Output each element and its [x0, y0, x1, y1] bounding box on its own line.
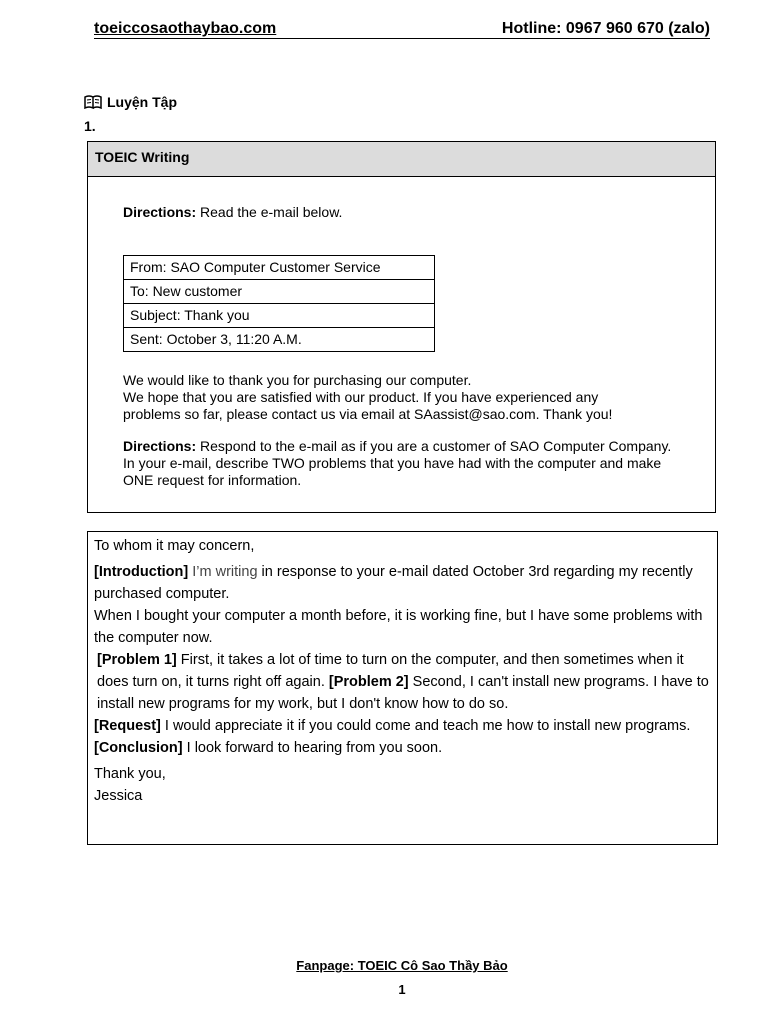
email-from: From: SAO Computer Customer Service [124, 256, 435, 280]
email-sent: Sent: October 3, 11:20 A.M. [124, 328, 435, 352]
email-header-table [123, 255, 435, 352]
directions-label: Directions: [123, 204, 197, 220]
email-subject: Subject: Thank you [124, 304, 435, 328]
task-box [87, 141, 716, 513]
directions-text: Respond to the e-mail as if you are a customer of SAO Computer Company. In your e-mail, describe TWO problems that you have had with the computer and make ONE request for information. [123, 438, 672, 488]
task-heading: TOEIC Writing [88, 142, 715, 177]
email-body-line: We hope that you are satisfied with our product. If you have experienced any [123, 389, 599, 405]
hotline-text: Hotline: 0967 960 670 (zalo) [501, 20, 710, 37]
email-body-line: We would like to thank you for purchasing our computer. [123, 372, 472, 388]
fanpage-footer[interactable]: Fanpage: TOEIC Cô Sao Thầy Bảo [296, 958, 508, 973]
exercise-number: 1. [84, 118, 96, 134]
signature: Jessica [94, 788, 143, 804]
introduction-thin-text: I’m writing [188, 564, 258, 580]
page-header [94, 18, 710, 39]
conclusion-label: [Conclusion] [94, 740, 183, 756]
email-to: To: New customer [124, 280, 435, 304]
problem1-text: First, it takes a lot of time to turn on the computer, and then sometimes when it does turn on, it turns right off again. [97, 652, 684, 690]
directions-text: Read the e-mail below. [196, 204, 343, 220]
problem2-label: [Problem 2] [328, 674, 409, 690]
book-icon [84, 95, 102, 109]
body-paragraph: When I bought your computer a month before, it is working fine, but I have some problems with the computer now. [94, 608, 703, 646]
conclusion-paragraph [94, 737, 711, 759]
email-body-line: problems so far, please contact us via email at SAassist@sao.com. Thank you! [123, 406, 613, 422]
directions-respond [123, 438, 683, 489]
directions-read [123, 204, 342, 220]
greeting: To whom it may concern, [94, 538, 255, 554]
request-label: [Request] [94, 718, 161, 734]
practice-title: Luyện Tập [107, 94, 178, 110]
problem2-text: Second, I can't install new programs. I have to install new programs for my work, but I don't know how to do so. [97, 674, 709, 712]
practice-heading [84, 94, 177, 110]
problems-paragraph [94, 649, 711, 715]
introduction-paragraph [94, 561, 711, 605]
email-body [123, 372, 693, 423]
answer-box [87, 531, 718, 845]
conclusion-text: I look forward to hearing from you soon. [182, 740, 443, 756]
closing: Thank you, [94, 766, 166, 782]
request-text: I would appreciate it if you could come and teach me how to install new programs. [160, 718, 691, 734]
request-paragraph [94, 715, 711, 737]
introduction-text: in response to your e-mail dated October 3rd regarding my recently purchased computer. [94, 564, 693, 602]
directions-label: Directions: [123, 438, 197, 454]
page-number: 1 [398, 982, 406, 997]
website-link[interactable]: toeiccosaothaybao.com [94, 20, 277, 37]
problem1-label: [Problem 1] [97, 652, 177, 668]
introduction-label: [Introduction] [94, 564, 189, 580]
